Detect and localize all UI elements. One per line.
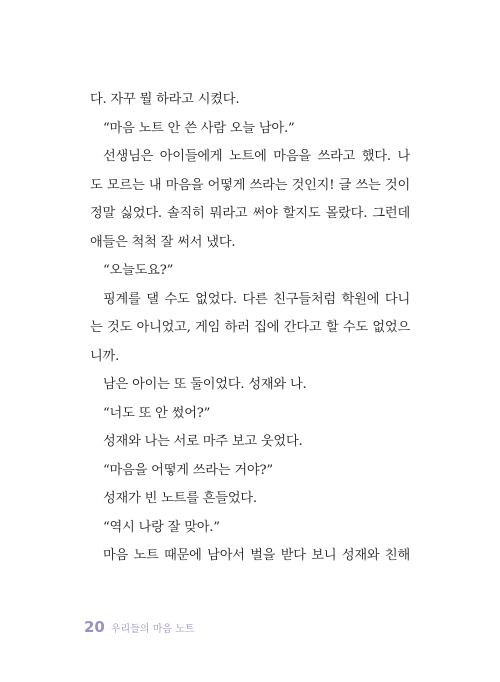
text-line: 니까. xyxy=(90,348,120,364)
text-line: 는 것도 아니었고, 게임 하러 집에 간다고 할 수도 없었으 xyxy=(90,320,410,335)
text-line: “마음 노트 안 쓴 사람 오늘 남아.” xyxy=(103,120,295,136)
text-line: 도 모르는 내 마음을 어떻게 쓰라는 것인지! 글 쓰는 것이 xyxy=(90,177,410,193)
text-line: 남은 아이는 또 둘이었다. 성재와 나. xyxy=(103,377,307,392)
text-line: 마음 노트 때문에 남아서 벌을 받다 보니 성재와 친해 xyxy=(103,548,410,563)
text-line: 애들은 척척 잘 써서 냈다. xyxy=(90,234,236,250)
text-line: “마음을 어떻게 쓰라는 거야?” xyxy=(103,462,273,478)
text-line: 성재가 빈 노트를 흔들었다. xyxy=(103,491,257,506)
page-footer xyxy=(84,618,195,636)
text-line: 선생님은 아이들에게 노트에 마음을 쓰라고 했다. 나 xyxy=(103,149,410,164)
text-line: 핑계를 댈 수도 없었다. 다른 친구들처럼 학원에 다니 xyxy=(103,291,410,307)
text-line: “너도 또 안 썼어?” xyxy=(103,405,211,421)
text-line: “역시 나랑 잘 맞아.” xyxy=(103,519,220,535)
text-line: “오늘도요?” xyxy=(103,263,174,278)
running-title: 우리들의 마음 노트 xyxy=(110,624,195,635)
text-line: 성재와 나는 서로 마주 보고 웃었다. xyxy=(103,434,303,449)
text-line: 정말 싫었다. 솔직히 뭐라고 써야 할지도 몰랐다. 그런데 xyxy=(90,206,410,221)
page-number: 20 xyxy=(84,618,105,636)
text-line: 다. 자꾸 뭘 하라고 시켰다. xyxy=(90,92,240,107)
body-text xyxy=(90,86,410,571)
